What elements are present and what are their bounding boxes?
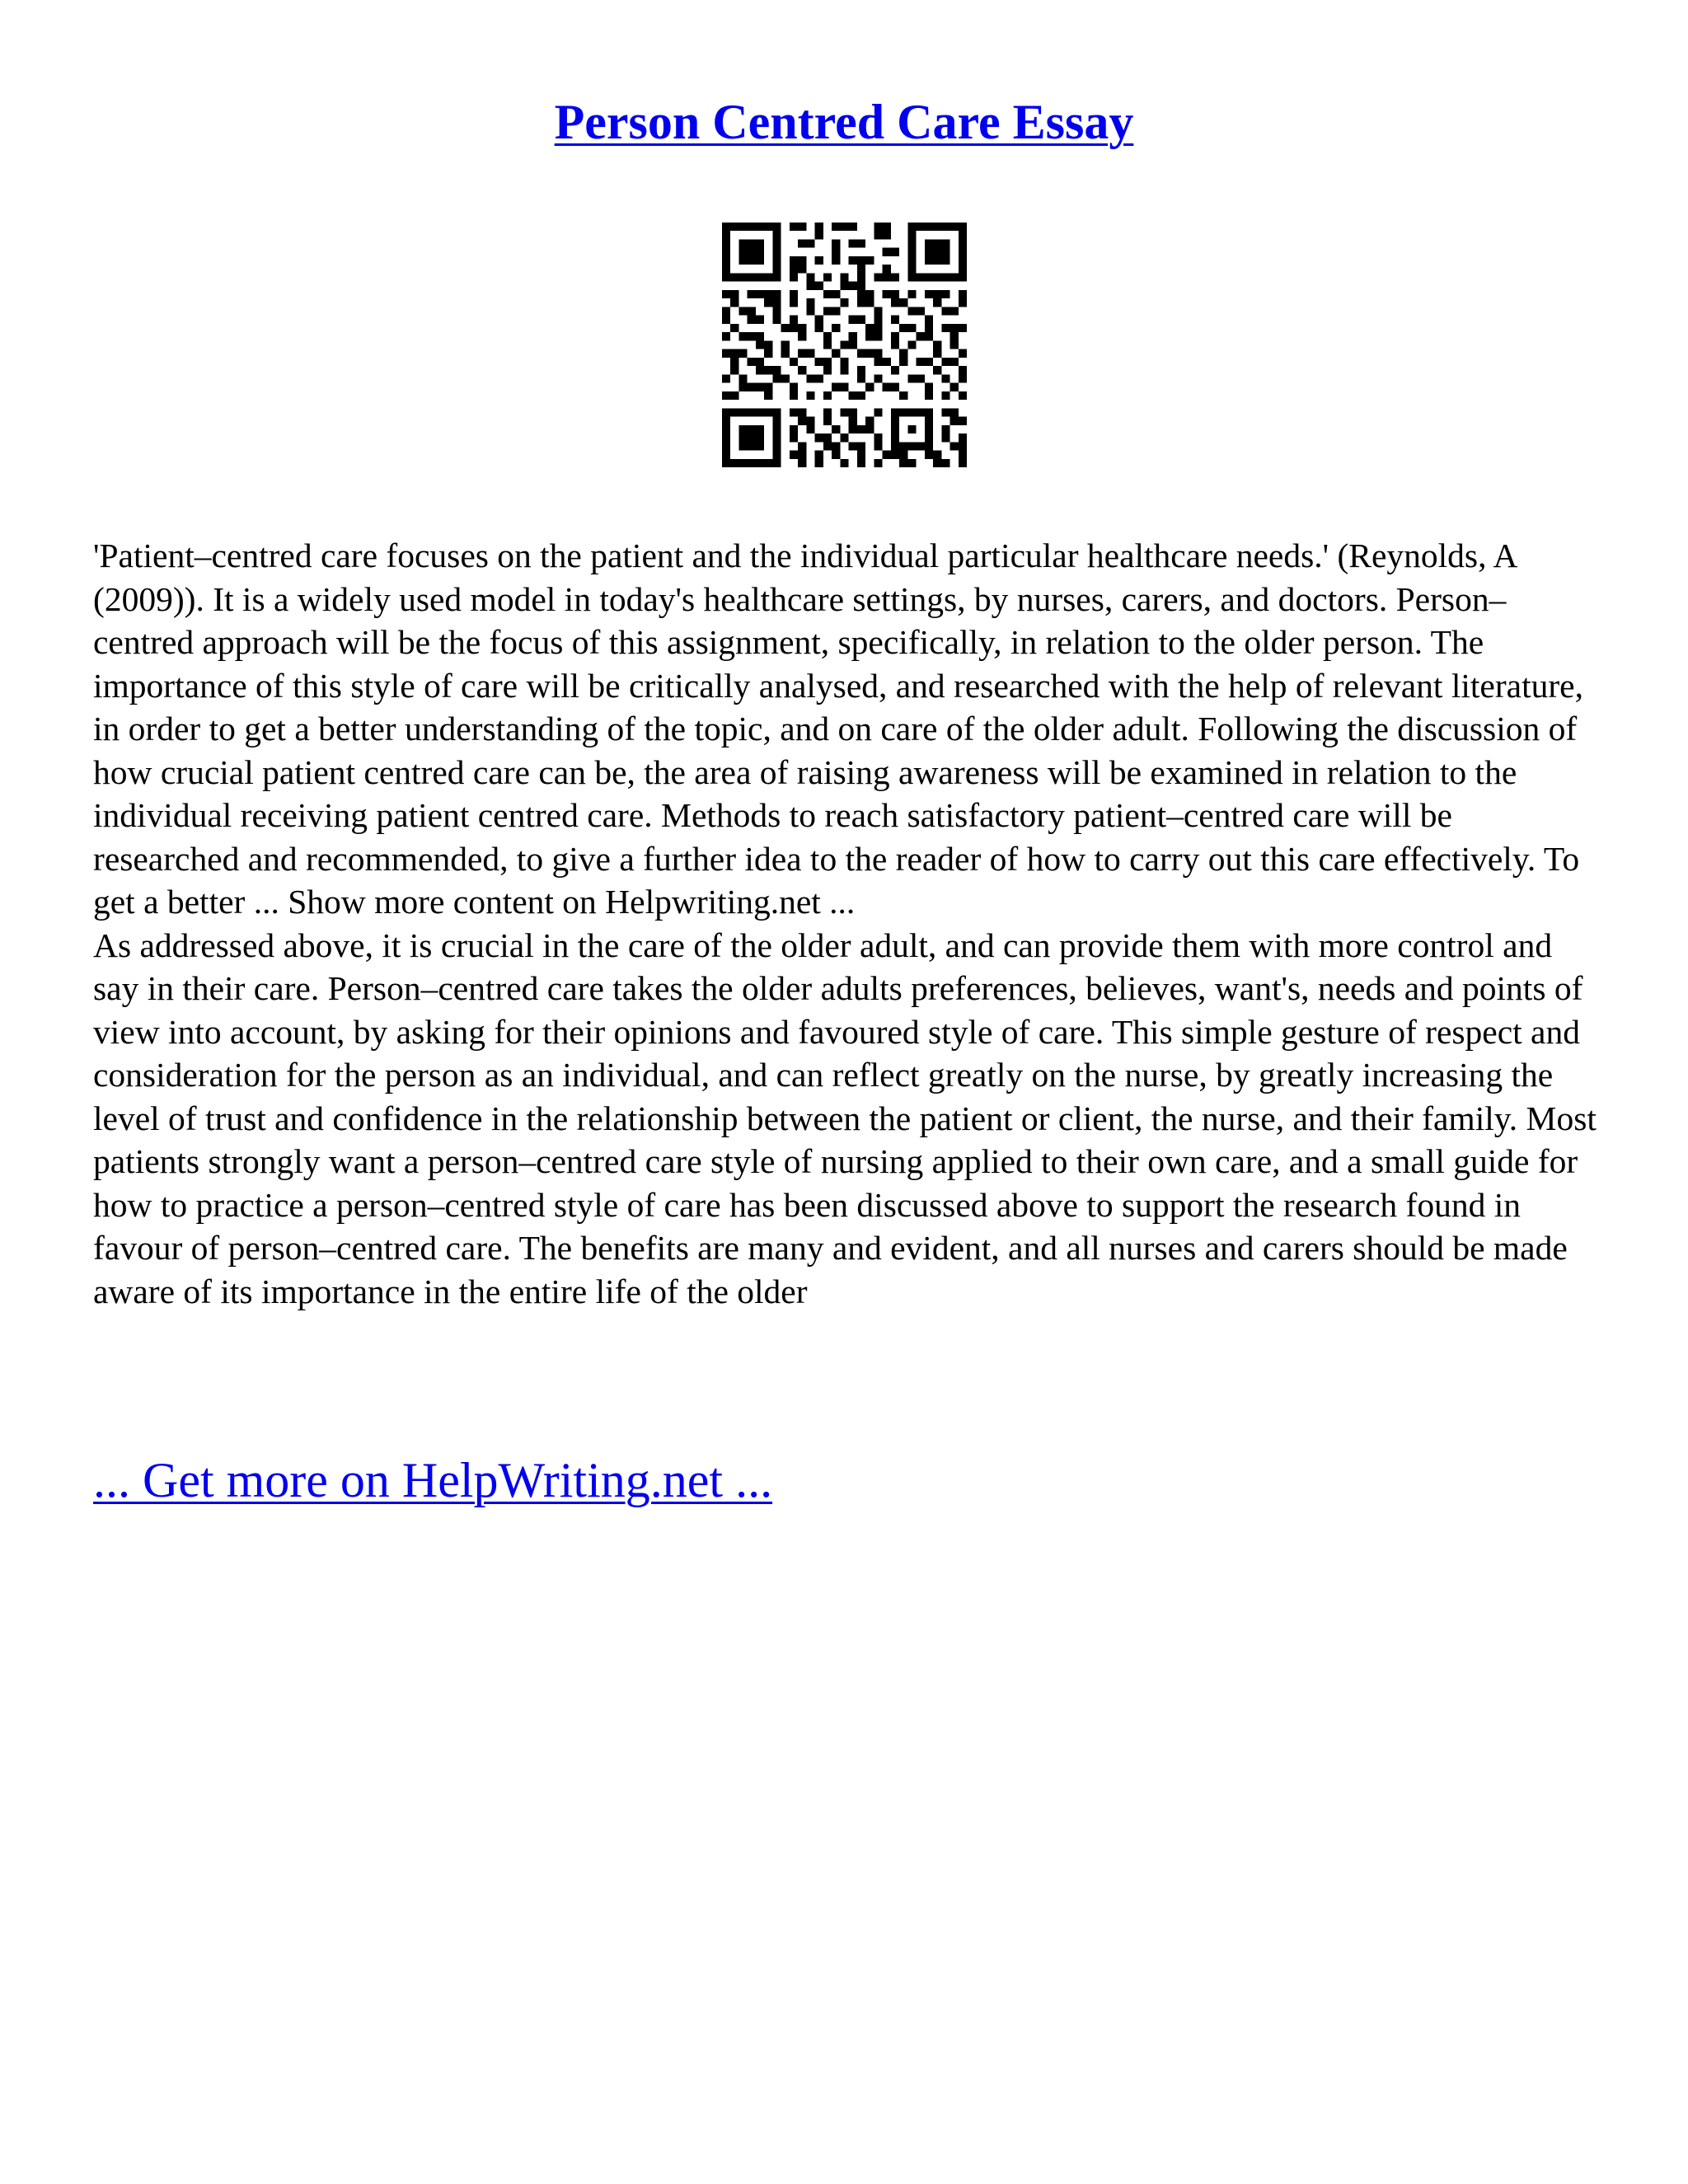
essay-paragraph: As addressed above, it is crucial in the care of the older adult, and can provide them with more control and say in their care. Person–centred care takes the older adults preferences, believes, want's, needs and points of view into account, by asking for their opinions and favoured style of care. This simple gesture of respect and consideration for the person as an individual, and can reflect greatly on the nurse, by greatly increasing the level of trust and confidence in the relationship between the patient or client, the nurse, and their family. Most patients strongly want a person–centred care style of nursing applied to their own care, and a small guide for how to practice a person–centred style of care has been discussed above to support the research found in favour of person–centred care. The benefits are many and evident, and all nurses and carers should be made aware of its importance in the entire life of the older: [93, 926, 1597, 1310]
essay-body: [93, 534, 1601, 1313]
get-more-link[interactable]: ... Get more on HelpWriting.net ...: [93, 1453, 773, 1507]
title-link[interactable]: Person Centred Care Essay: [554, 95, 1134, 149]
essay-paragraph: 'Patient–centred care focuses on the patient and the individual particular healthcare needs.' (Reynolds, A (2009)). It is a widely used model in today's healthcare settings, by nurses, carers, and doctors. Person–centred approach will be the focus of this assignment, specifically, in relation to the older person. The importance of this style of care will be critically analysed, and researched with the help of relevant literature, in order to get a better understanding of the topic, and on care of the older adult. Following the discussion of how crucial patient centred care can be, the area of raising awareness will be examined in relation to the individual receiving patient centred care. Methods to reach satisfactory patient–centred care will be researched and recommended, to give a further idea to the reader of how to carry out this care effectively. To get a better ... Show more content on Helpwriting.net ...: [93, 537, 1583, 921]
qr-code-icon: [722, 223, 967, 467]
get-more-link-container: [93, 1449, 772, 1511]
page-title: [0, 89, 1688, 155]
